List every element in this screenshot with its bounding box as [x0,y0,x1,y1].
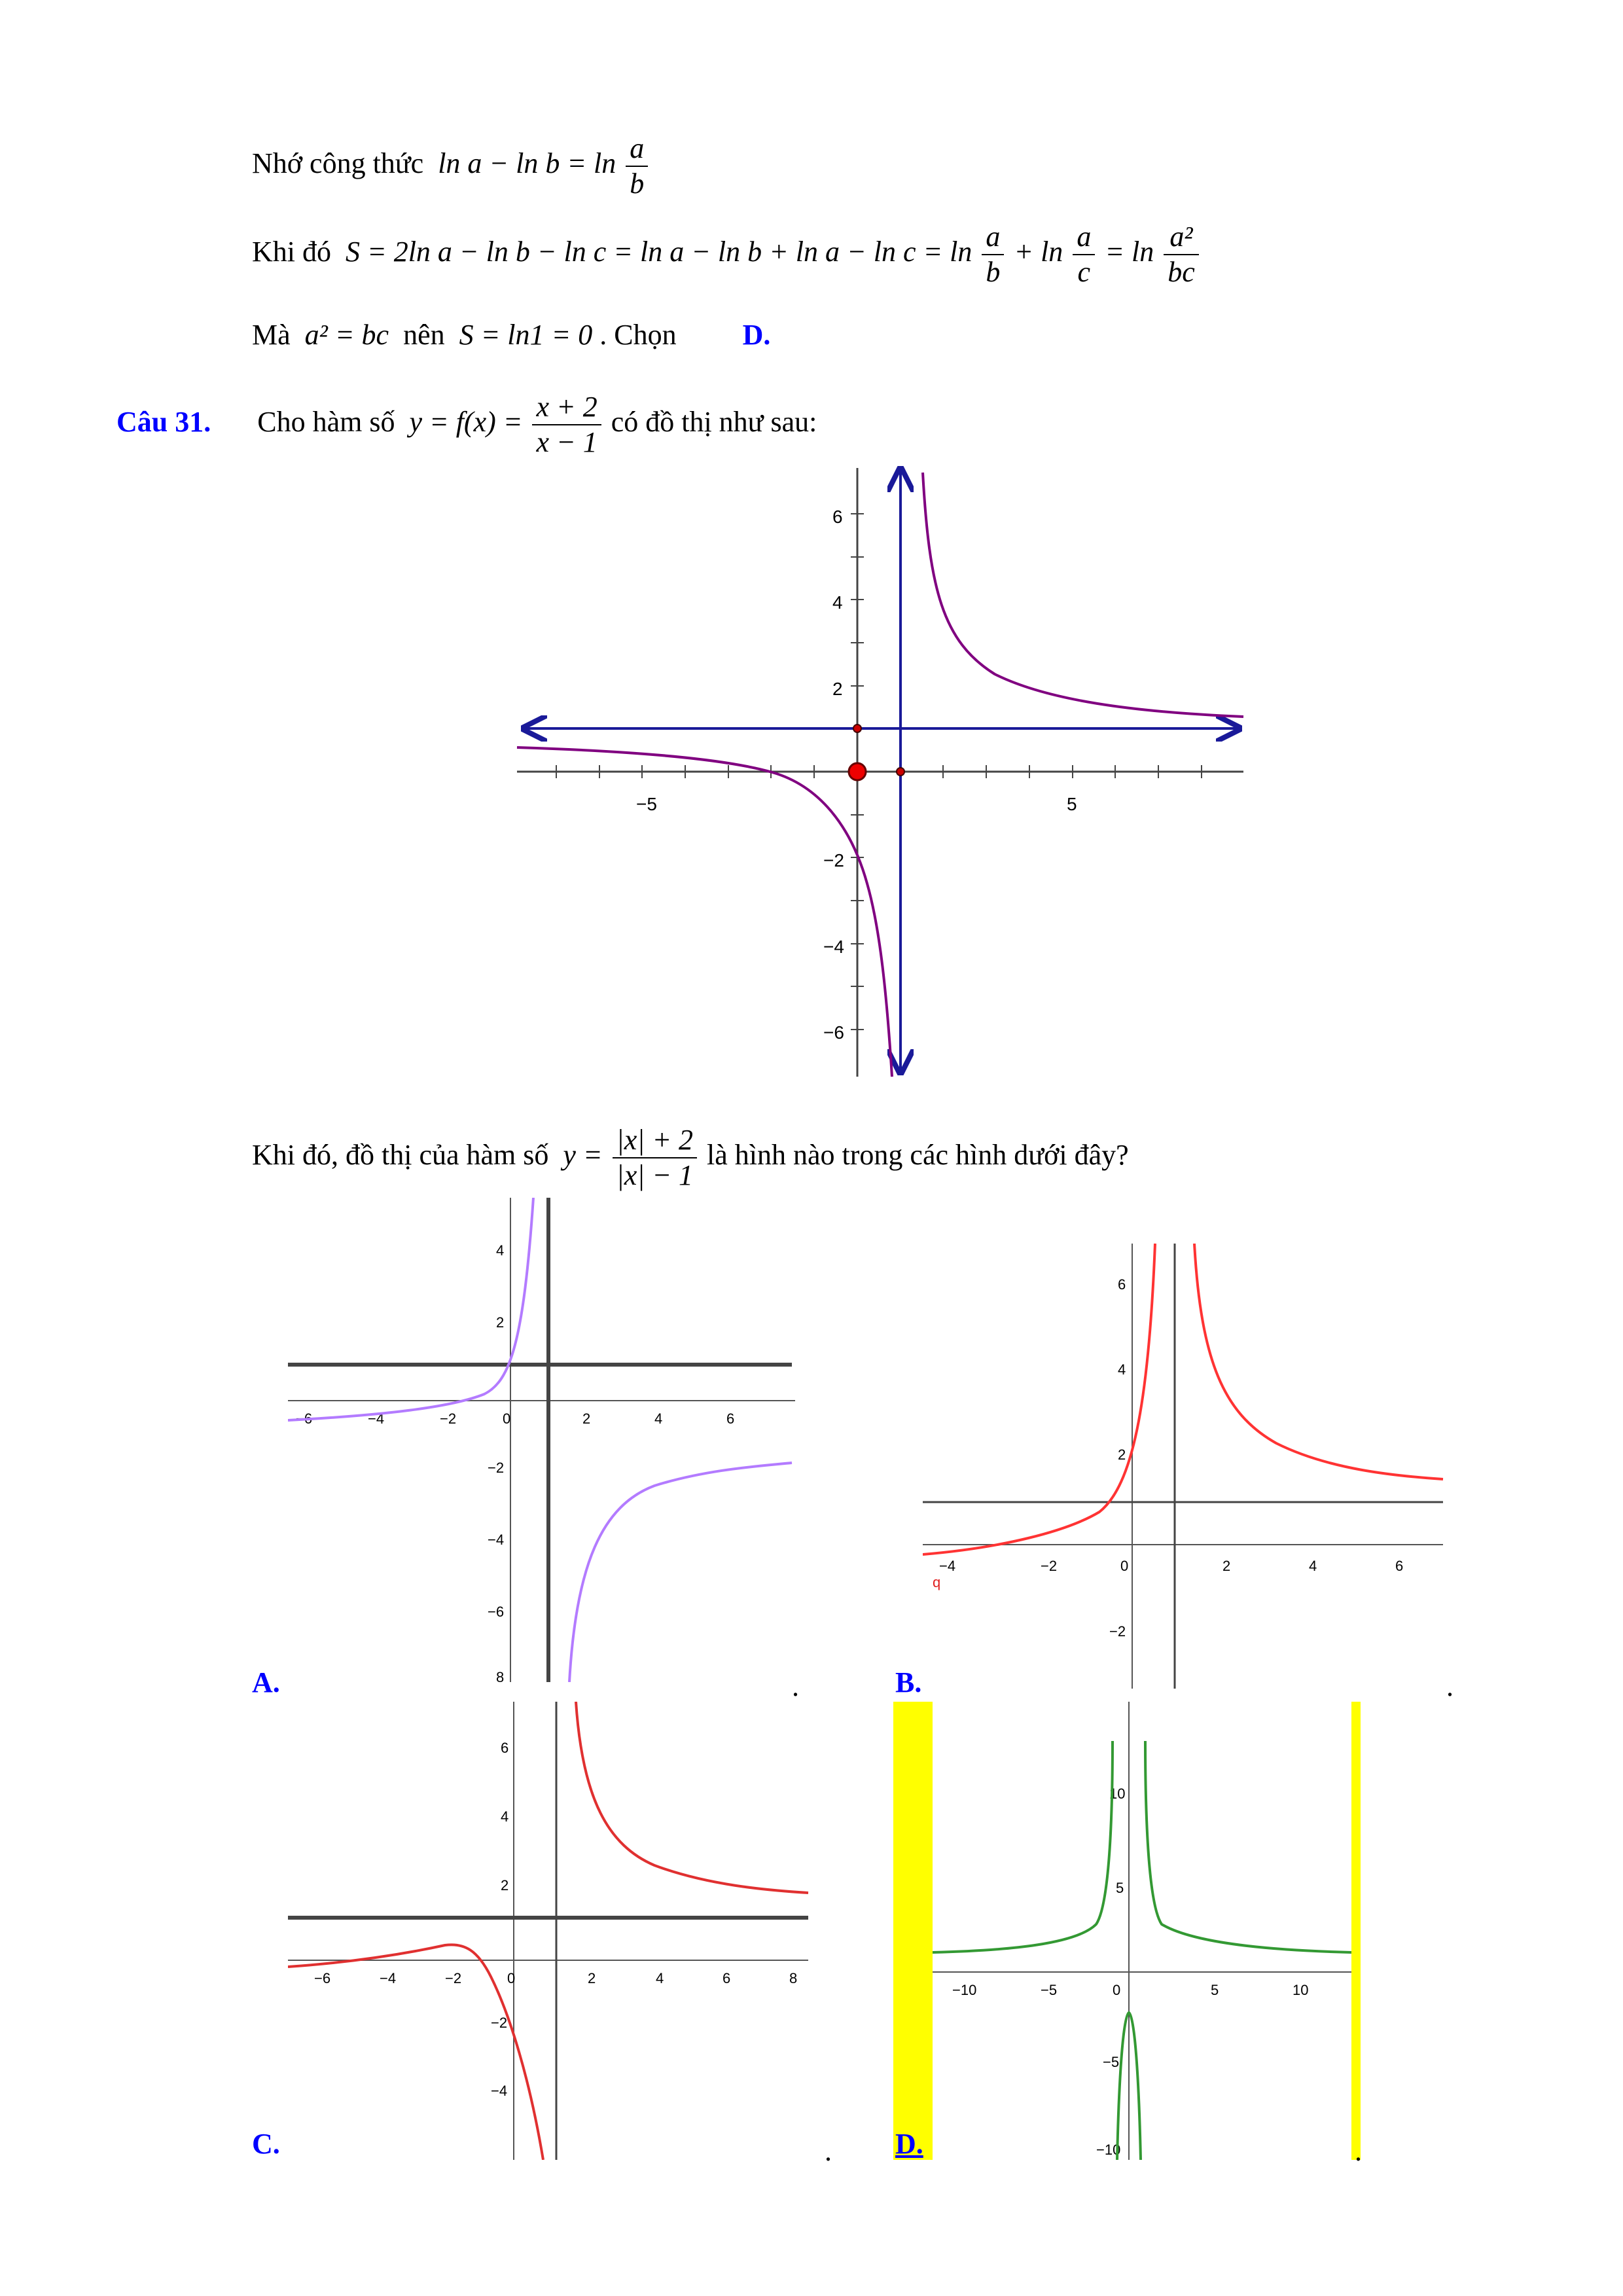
c-ytick-3: −2 [491,2015,508,2031]
d-highlight-left [893,1702,933,2160]
line1-intro: Nhớ công thức [252,147,424,180]
line2-frac3: $\frac{\text{a²}}{bc}$ [1164,223,1199,287]
a-xtick-5: 4 [654,1410,663,1427]
c-ytick-4: −4 [491,2083,508,2099]
question-line [116,393,817,457]
b-xtick-2: 0 [1120,1558,1129,1574]
formula-line-3 [252,321,770,350]
option-d-label[interactable]: D. [895,2128,923,2160]
c-ytick-0: 6 [501,1740,509,1756]
a-xtick-1: −4 [368,1410,385,1427]
main-ytick-6: 6 [832,507,843,527]
line3-mid: nên [403,319,445,351]
option-a-graph [288,1198,798,1682]
d-ytick-2: −5 [1103,2054,1120,2070]
option-b-dot: . [1446,1670,1454,1702]
question-text2: có đồ thị như sau: [611,406,817,439]
d-ytick-1: 5 [1116,1880,1124,1896]
question2-fraction: $\frac{|x| + 2}{|x| - 1}$ [613,1126,697,1190]
line2-plus: + ln [1014,236,1063,268]
b-ytick-3: −2 [1109,1623,1126,1640]
b-ytick-1: 4 [1118,1361,1126,1378]
c-xtick-5: 4 [656,1970,664,1986]
option-b-graph [923,1244,1446,1689]
d-xtick-1: −5 [1041,1982,1058,1998]
c-xtick-3: 0 [507,1970,516,1986]
b-xtick-0: −4 [939,1558,956,1574]
main-ytick-neg4: −4 [823,937,844,957]
d-xtick-2: 0 [1113,1982,1121,1998]
line3-intro: Mà [252,319,291,351]
b-xtick-4: 4 [1309,1558,1317,1574]
b-xtick-5: 6 [1395,1558,1404,1574]
formula-line-1 [252,134,651,198]
line3-condition: a² = bc [304,319,389,351]
option-c-graph [288,1702,812,2160]
line2-frac2: $\frac{a}{c}$ [1073,223,1095,287]
line3-result: S = ln1 = 0 [459,319,593,351]
main-xtick-5: 5 [1067,794,1077,814]
d-xtick-4: 10 [1293,1982,1309,1998]
line2-intro: Khi đó [252,236,331,268]
b-curve-right [1194,1244,1443,1479]
c-ytick-2: 2 [501,1877,509,1893]
line1-fraction: $\frac{a}{b}$ [626,134,648,198]
c-xtick-7: 8 [789,1970,798,1986]
a-ytick-2: −2 [488,1460,505,1476]
option-c-dot: . [825,2135,832,2167]
option-d-dot: . [1355,2135,1362,2167]
c-xtick-6: 6 [722,1970,731,1986]
question-label: Câu 31. [116,406,211,439]
d-xtick-3: 5 [1211,1982,1219,1998]
question-func: y = f(x) = [409,406,523,439]
question-text1: Cho hàm số [257,406,395,439]
b-ytick-0: 6 [1118,1276,1126,1293]
point-origin [849,763,866,780]
formula-line-2 [252,223,1202,287]
d-xtick-0: −10 [952,1982,977,1998]
option-c-label[interactable]: C. [252,2128,280,2160]
a-ytick-5: 8 [496,1669,505,1682]
line2-eq2: = ln [1105,236,1154,268]
line3-tail: . Chọn [599,319,677,351]
main-curve-right [923,473,1243,717]
b-ytick-2: 2 [1118,1446,1126,1463]
option-a-dot: . [792,1670,799,1702]
question2-text2: là hình nào trong các hình dưới đây? [707,1139,1129,1172]
a-xtick-6: 6 [726,1410,735,1427]
main-ytick-4: 4 [832,592,843,613]
point-x1 [897,768,904,776]
c-xtick-0: −6 [314,1970,331,1986]
b-extra-label: q [933,1574,941,1590]
question2-text1: Khi đó, đồ thị của hàm số [252,1139,549,1172]
line2-frac1: $\frac{a}{b}$ [982,223,1004,287]
a-xtick-2: −2 [440,1410,457,1427]
main-xtick-neg5: −5 [636,794,657,814]
question2-func: y = [563,1139,603,1172]
a-xtick-3: 0 [503,1410,511,1427]
a-ytick-3: −4 [488,1532,505,1548]
line1-lhs: ln a − ln b = ln [438,147,616,180]
a-xtick-0: −6 [296,1410,313,1427]
main-ytick-neg6: −6 [823,1022,844,1043]
a-xtick-4: 2 [582,1410,591,1427]
option-a-label[interactable]: A. [252,1666,280,1698]
a-ytick-1: 2 [496,1314,505,1331]
c-xtick-1: −4 [380,1970,397,1986]
c-xtick-2: −2 [445,1970,462,1986]
a-curve-right [569,1463,792,1682]
main-graph [510,458,1257,1080]
a-ytick-4: −6 [488,1604,505,1620]
d-curve-left [933,1741,1113,1952]
a-ytick-0: 4 [496,1242,505,1259]
line3-answer: D. [742,319,771,351]
d-highlight-right [1351,1702,1361,2160]
d-curve-right [1145,1741,1351,1952]
b-xtick-3: 2 [1222,1558,1231,1574]
option-b-label[interactable]: B. [895,1666,922,1698]
line2-equation: S = 2ln a − ln b − ln c = ln a − ln b + ln a − ln c = ln [346,236,972,268]
main-ytick-neg2: −2 [823,850,844,870]
b-xtick-1: −2 [1041,1558,1058,1574]
d-ytick-0: 10 [1109,1785,1126,1802]
question-fraction: $\frac{x + 2}{x - 1}$ [532,393,601,457]
question2-line [252,1126,1129,1190]
c-curve-right [576,1702,808,1893]
point-y-intercept [853,725,861,732]
option-d-graph [933,1702,1351,2160]
c-ytick-1: 4 [501,1808,509,1825]
main-ytick-2: 2 [832,679,843,699]
d-ytick-3: −10 [1096,2142,1121,2158]
c-xtick-4: 2 [588,1970,596,1986]
a-curve-left [288,1198,533,1420]
